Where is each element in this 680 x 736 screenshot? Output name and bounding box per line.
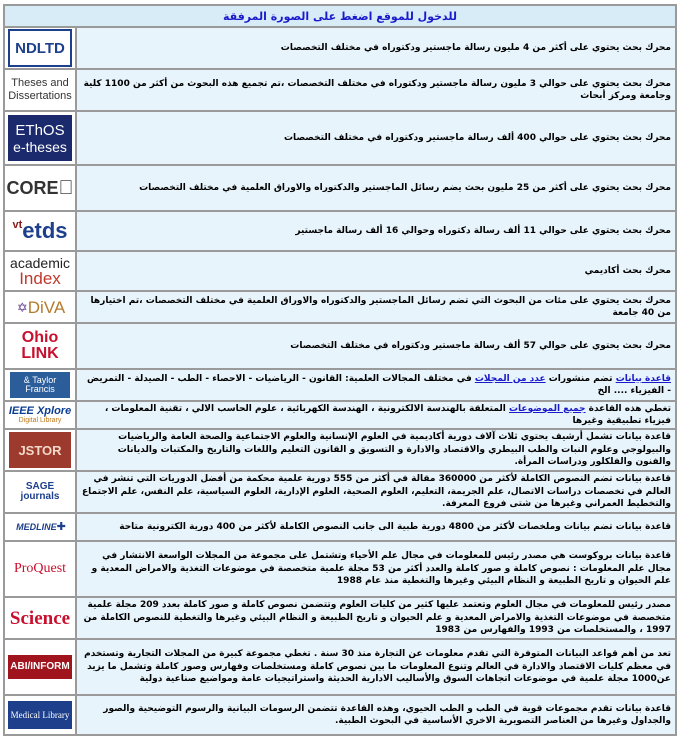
theses-logo-line1: Theses and bbox=[11, 77, 69, 89]
ndltd-logo-text: NDLTD bbox=[15, 39, 65, 57]
row-description-end: المتعلقة بالهندسة الالكترونية ، الهندسة الكهربائية ، علوم الحاسب الالي ، تقنية المعلومات ، فيزياء تطبيقية وغيرها bbox=[104, 403, 671, 426]
science-logo-text: Science bbox=[9, 607, 71, 629]
ohiolink-line1: Ohio bbox=[21, 329, 59, 346]
academic-index-line1: academic bbox=[10, 254, 70, 271]
abi-inform-logo[interactable] bbox=[5, 640, 75, 694]
medline-logo[interactable] bbox=[5, 514, 75, 540]
row-description: محرك بحث يحتوي على حوالي 3 مليون رسالة ماجستير ودكتوراه في مختلف التخصصات ،تم تجميع هذه البحوث من أكثر من 1100 كلية وجامعة ومركز أبحاث bbox=[77, 70, 675, 110]
apple-icon bbox=[59, 178, 74, 198]
table-row bbox=[5, 514, 675, 540]
ieee-line2: Digital Library bbox=[18, 417, 62, 424]
row-description: محرك بحث يحتوي على أكثر من 25 مليون بحث يضم رسائل الماجستير والدكتوراه والاوراق العلمية في مختلف التخصصات bbox=[77, 166, 675, 210]
science-logo[interactable] bbox=[5, 598, 75, 638]
row-description: قاعدة بيانات تضم بيانات وملخصات لأكثر من 4800 دورية طبية الى جانب النصوص الكاملة لأكثر من 400 دورية الكترونية متاحة bbox=[77, 514, 675, 540]
ndltd-logo[interactable] bbox=[5, 28, 75, 68]
table-row bbox=[5, 430, 675, 470]
table-row bbox=[5, 370, 675, 400]
row-description: محرك بحث يحتوي على حوالي 11 ألف رسالة دكتوراه وحوالي 16 ألف رسالة ماجستير bbox=[77, 212, 675, 250]
sage-logo-text: SAGE journals bbox=[20, 481, 60, 502]
core-logo-text: CORE bbox=[14, 178, 67, 198]
ohiolink-logo[interactable] bbox=[5, 324, 75, 368]
topics-link[interactable]: جميع الموضوعات bbox=[509, 403, 586, 414]
ethos-logo-line1: EThOS bbox=[15, 121, 65, 139]
ohiolink-line2: LINK bbox=[21, 345, 59, 362]
row-description: تعد من أهم قواعد البيانات المتوفرة التي تقدم معلومات عن التجارة منذ 30 سنة . تغطي مجموعة كبيرة من المجلات التجارية وتستخدم في معظم كليات الاقتصاد والادارة في العالم وتنوع المعلومات ما بين نصوص كاملة ومستخلصات وفهارس وصور كاملة وتشمل ما يزيد عن1000 مجلة علمية في موضوعات اتجاهات السوق والأساليب الادارية الحديثة واستراتيجيات عامة ومواضيع صناعية دولية bbox=[77, 640, 675, 694]
table-row bbox=[5, 112, 675, 164]
taylor-francis-logo[interactable] bbox=[5, 370, 75, 400]
header-row bbox=[5, 6, 675, 26]
jstor-logo-text: JSTOR bbox=[18, 442, 62, 458]
row-description-end: في مختلف المجالات العلمية: القانون - الرياضيات - الاحصاء - الطب - الصيدلة - التمريض - الفيزياء .... الخ bbox=[86, 373, 671, 396]
table-row bbox=[5, 212, 675, 250]
row-description: قاعدة بيانات بروكوست هي مصدر رئيس للمعلومات في مجال علم الأحياء وتشتمل على مجموعة من المجلات الواسعة الانتشار في مجال علم المعلومات : نصوص كاملة و صور كاملة والعدد أكثر من 53 مجلة علمية متخصصة في موضوعات التغذية والامراض المعدية و علم الحيوان و تاريخ الطبيعة و النظام البيئي وغيرها والتغطية منذ عام 1988 bbox=[77, 542, 675, 596]
table-row bbox=[5, 542, 675, 596]
row-description: محرك بحث يحتوي على حوالي 57 ألف رسالة ماجستير ودكتوراه في مختلف التخصصات bbox=[77, 324, 675, 368]
row-description: قاعدة بيانات تقدم مجموعات قوية في الطب و الطب الحيوي، وهذه القاعدة تتضمن الرسومات البيانية والرسوم التوضيحية والصور والجداول وغيرها من العناصر التصويرية الاخري الأساسية في البحوث الطبية. bbox=[77, 696, 675, 734]
table-row bbox=[5, 166, 675, 210]
taylor-line1: Taylor & bbox=[23, 375, 57, 385]
medical-library-logo[interactable] bbox=[5, 696, 75, 734]
row-description: محرك بحث يحتوي على حوالي 400 ألف رسالة ماجستير ودكتوراه في مختلف التخصصات bbox=[77, 112, 675, 164]
header-text: للدخول للموقع اضغط على الصورة المرفقة bbox=[223, 9, 457, 23]
row-description: محرك بحث أكاديمي bbox=[77, 252, 675, 290]
sage-logo[interactable] bbox=[5, 472, 75, 512]
etds-logo[interactable] bbox=[5, 212, 75, 250]
taylor-line2: Francis bbox=[25, 384, 55, 394]
diva-logo-text: DiVA bbox=[27, 297, 66, 317]
table-row bbox=[5, 472, 675, 512]
diva-logo[interactable] bbox=[5, 292, 75, 322]
row-description: قاعدة بيانات تضم النصوص الكاملة لأكثر من 360000 مقالة في أكثر من 555 دورية علمية محكمة من أفضل الدوريات التي تنشر في العالم في تخصصات دراسات الاتصال، علم الجريمة، التعليم، العلوم الصحية، العلوم الإدارية، العلوم السياسية، علم النفس، علم الاجتماع والتخطيط العمراني وغيرها من شتى فروع المعرفة. bbox=[77, 472, 675, 512]
journals-link[interactable]: عدد من المجلات bbox=[474, 373, 546, 384]
theses-logo-line2: Dissertations bbox=[8, 90, 72, 102]
medline-cross-icon: ✚ bbox=[56, 520, 66, 533]
abi-inform-logo-text: ABI/INFORM bbox=[10, 661, 70, 672]
table-row bbox=[5, 292, 675, 322]
ethos-logo-line2: e-theses bbox=[13, 138, 67, 155]
ethos-logo[interactable] bbox=[5, 112, 75, 164]
table-row bbox=[5, 28, 675, 68]
row-description bbox=[77, 370, 675, 400]
table-row bbox=[5, 402, 675, 428]
row-description: مصدر رئيس للمعلومات في مجال العلوم وتعتمد عليها كثير من كليات العلوم وتتضمن نصوص كاملة و صور كاملة بعدد 209 مجلة علمية متخصصة في موضوعات التغذية والامراض المعدية و علم الحيوان و تاريخ الطبيعة و النظام البيئي وغيرها والتغطية للنصوص الكاملة من 1997 ، والمستخلصات من 1993 والفهارس من 1983 bbox=[77, 598, 675, 638]
ieee-logo[interactable] bbox=[5, 402, 75, 428]
ieee-line1: IEEE Xplore bbox=[8, 405, 72, 417]
row-description: قاعدة بيانات تشمل أرشيف يحتوي ثلاث آلاف دورية أكاديمية في العلوم الإنسانية والعلوم الاجتماعية والصحة العامة والرياضيات والبيولوجي وعلوم النبات والطب البيطري والاقتصاد والادارة و التسويق و القانون التعليم واللغات والتاريخ والمكتبات والديانات والفنون والفلكلور ودراسات المرأة. bbox=[77, 430, 675, 470]
proquest-logo[interactable] bbox=[5, 542, 75, 596]
table-row bbox=[5, 598, 675, 638]
medline-logo-text: MEDLINE bbox=[16, 521, 57, 532]
etds-logo-sup: vt bbox=[12, 219, 23, 231]
databases-link[interactable]: قاعدة بيانات bbox=[615, 373, 671, 384]
row-description: محرك بحث يحتوي على أكثر من 4 مليون رسالة ماجستير ودكتوراه في مختلف التخصصات bbox=[77, 28, 675, 68]
table-row bbox=[5, 324, 675, 368]
academic-index-logo[interactable] bbox=[5, 252, 75, 290]
etds-logo-text: etds bbox=[22, 218, 68, 243]
medical-library-logo-text: Medical Library bbox=[10, 709, 70, 720]
row-description-mid: تضم منشورات bbox=[545, 373, 616, 384]
row-description: محرك بحث يحتوي على مئات من البحوث التي تضم رسائل الماجستير والدكتوراه والاوراق العلمية في مختلف التخصصات ،تم اختيارها من 40 جامعة bbox=[77, 292, 675, 322]
table-row bbox=[5, 70, 675, 110]
proquest-logo-text: ProQuest bbox=[13, 561, 67, 576]
table-row bbox=[5, 696, 675, 734]
star-icon: ✡ bbox=[16, 299, 28, 315]
table-row bbox=[5, 640, 675, 694]
academic-index-line2: Index bbox=[19, 268, 61, 288]
core-logo[interactable] bbox=[5, 166, 75, 210]
header-cell bbox=[5, 6, 675, 26]
table-row bbox=[5, 252, 675, 290]
jstor-logo[interactable] bbox=[5, 430, 75, 470]
row-description-start: تغطي هذه القاعدة bbox=[585, 403, 671, 414]
theses-logo[interactable] bbox=[5, 70, 75, 110]
databases-table bbox=[3, 4, 677, 736]
row-description bbox=[77, 402, 675, 428]
